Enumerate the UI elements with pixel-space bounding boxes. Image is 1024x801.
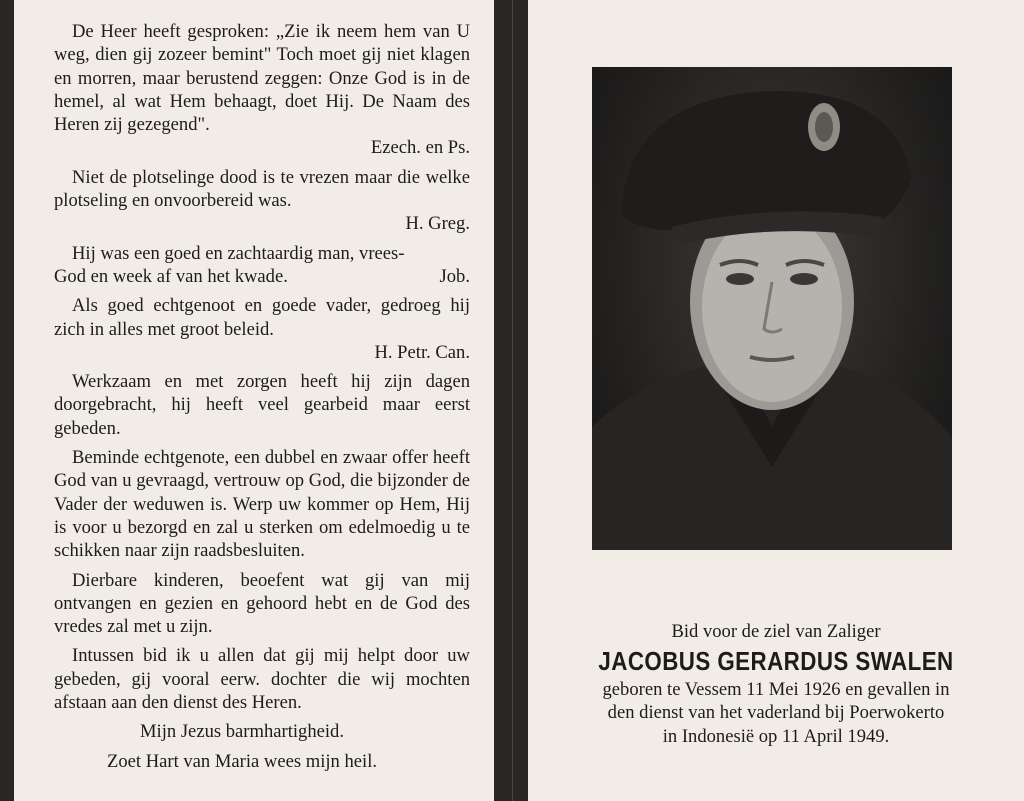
paragraph-3-end	[54, 265, 470, 288]
closing-prayer-2: Zoet Hart van Maria wees mijn heil.	[106, 750, 378, 772]
paragraph-4: Als goed echtgenoot en goede vader, gedroeg hij zich in alles met groot beleid.	[54, 295, 470, 340]
paragraph-6: Beminde echtgenote, een dubbel en zwaar offer heeft God van u gevraagd, vertrouw op God, die bijzonder de Vader der weduwen is. Werp uw kommer op Hem, Hij is voor u bezorgd en zal u sterken om edelmoedig u te schikken naar zijn raadsbesluiten.	[54, 447, 470, 562]
paragraph-3-continued: God en week af van het kwade.	[54, 265, 288, 287]
source-ezech: Ezech. en Ps.	[370, 137, 470, 159]
birth-death-line-1: geboren te Vessem 11 Mei 1926 en gevallen in	[602, 678, 950, 700]
paragraph-8: Intussen bid ik u allen dat gij mij helpt door uw gebeden, gij vooral eerw. dochter die wij mochten afstaan aan den dienst des Heren.	[54, 645, 470, 714]
birth-death-line-3: in Indonesië op 11 April 1949.	[662, 725, 890, 747]
closing-prayer-1: Mijn Jezus barmhartigheid.	[140, 721, 344, 743]
memorial-text	[528, 620, 1024, 748]
left-page	[14, 0, 494, 801]
paragraph-2: Niet de plotselinge dood is te vrezen maar die welke plotseling en onvoorbereid was.	[54, 166, 470, 212]
scripture-text	[54, 20, 470, 773]
source-job: Job.	[439, 265, 470, 287]
portrait-illustration	[592, 67, 952, 550]
fold-line	[512, 0, 513, 801]
source-petr-can: H. Petr. Can.	[374, 341, 470, 363]
paragraph-3: Hij was een goed en zachtaardig man, vrees-	[72, 242, 405, 264]
source-greg: H. Greg.	[405, 213, 470, 235]
right-page	[528, 0, 1024, 801]
paragraph-7: Dierbare kinderen, beoefent wat gij van mij ontvangen en gezien en gehoord hebt en de God des vredes zal met u zijn.	[54, 569, 470, 638]
prayer-line: Bid voor de ziel van Zaliger	[671, 621, 881, 642]
paragraph-1: De Heer heeft gesproken: „Zie ik neem hem van U weg, dien gij zozeer bemint" Toch moet gij niet klagen en morren, maar berustend zeggen: Onze God is in de hemel, al wat Hem behaagt, doet Hij. De Naam des Heren zij gezegend".	[54, 21, 470, 136]
deceased-name: JACOBUS GERARDUS SWALEN	[598, 645, 954, 676]
paragraph-5: Werkzaam en met zorgen heeft hij zijn dagen doorgebracht, hij heeft veel gearbeid maar eerst gebeden.	[54, 371, 470, 439]
soldier-portrait-photo	[592, 67, 952, 550]
birth-death-line-2: den dienst van het vaderland bij Poerwokerto	[607, 702, 945, 723]
